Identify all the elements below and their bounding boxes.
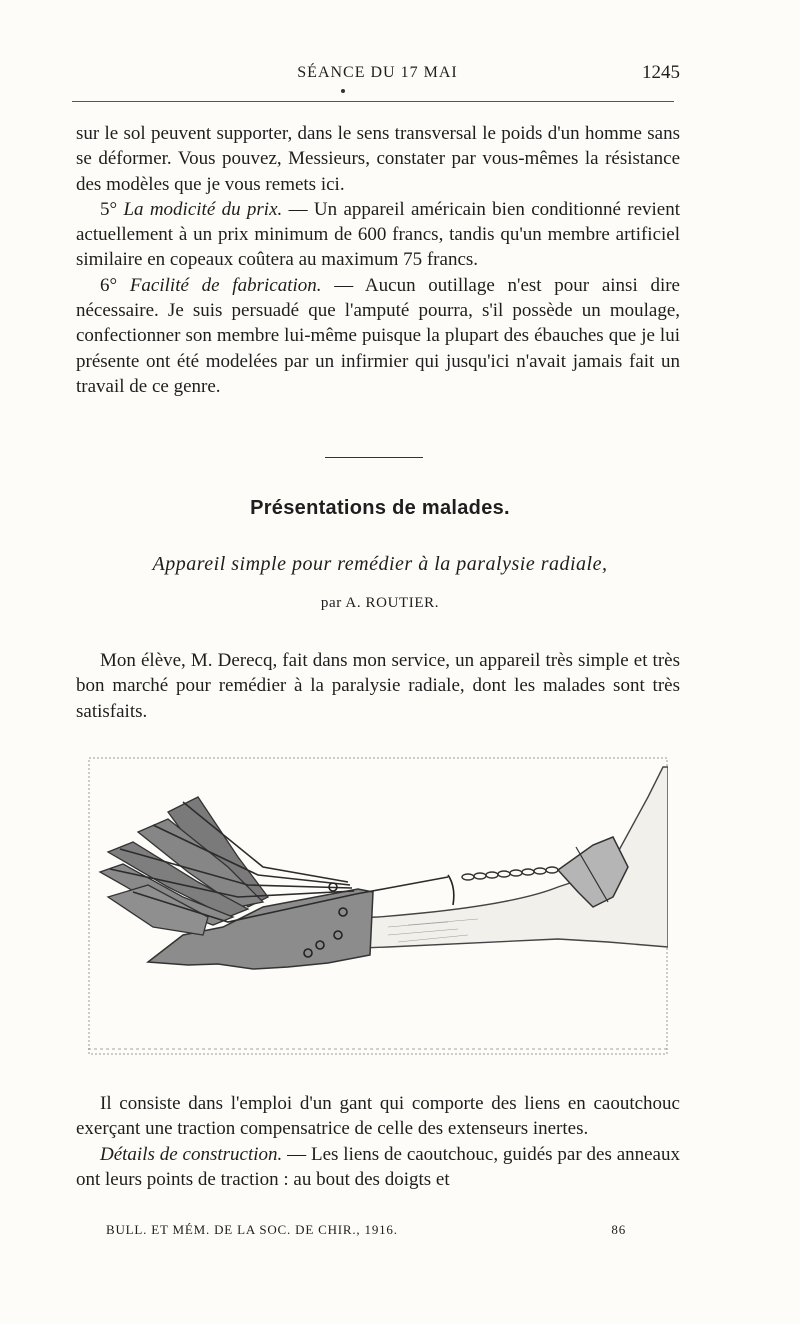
- illustration-hand-glove: [88, 757, 668, 1055]
- journal-citation: BULL. ET MÉM. DE LA SOC. DE CHIR., 1916.: [106, 1222, 398, 1237]
- paragraph-continuation: sur le sol peuvent supporter, dans le sens transversal le poids d'un homme sans se déformer. Vous pouvez, Messieurs, constater par vous-mêmes la résistance des modèles que je vous remets ici.: [76, 123, 680, 195]
- paragraph-item-5: 5° La modicité du prix. — Un appareil américain bien conditionné revient actuellement à un prix minimum de 600 francs, tandis qu'un membre artificiel similaire en copeaux coûtera au maximum 75 francs.: [76, 198, 680, 271]
- top-text: [76, 121, 680, 399]
- bottom-text: [76, 1091, 680, 1192]
- section-title: Présentations de malades.: [250, 497, 510, 519]
- paragraph-intro: Mon élève, M. Derecq, fait dans mon service, un appareil très simple et très bon marché pour remédier à la paralysie radiale, dont les malades sont très satisfaits.: [76, 650, 680, 722]
- paragraph-item-6: 6° Facilité de fabrication. — Aucun outillage n'est pour ainsi dire nécessaire. Je suis persuadé que l'amputé pourra, s'il possède un moulage, confectionner son membre lui-même puisque la plupart des ébauches que je lui présente ont été modelées par un infirmier qui jusqu'ici n'avait jamais fait un travail de ce genre.: [76, 274, 680, 397]
- article-author: par A. ROUTIER.: [320, 595, 440, 611]
- page-footer: [106, 1222, 626, 1244]
- page-number: 1245: [642, 62, 680, 83]
- article-subtitle: Appareil simple pour remédier à la paralysie radiale,: [152, 553, 608, 575]
- running-title: SÉANCE DU 17 MAI: [297, 64, 458, 81]
- paragraph-construction: Détails de construction. — Les liens de caoutchouc, guidés par des anneaux ont leurs points de traction : au bout des doigts et: [76, 1143, 680, 1190]
- header-rule: [72, 101, 674, 102]
- signature-number: 86: [611, 1222, 626, 1237]
- paragraph-description: Il consiste dans l'emploi d'un gant qui comporte des liens en caoutchouc exerçant une traction compensatrice de celle des extenseurs inertes.: [76, 1093, 680, 1140]
- hand-glove-drawing: [88, 757, 668, 1055]
- running-head: [75, 60, 680, 88]
- intro-text: [76, 648, 680, 724]
- header-dot: [341, 89, 345, 93]
- section-divider: [325, 457, 423, 458]
